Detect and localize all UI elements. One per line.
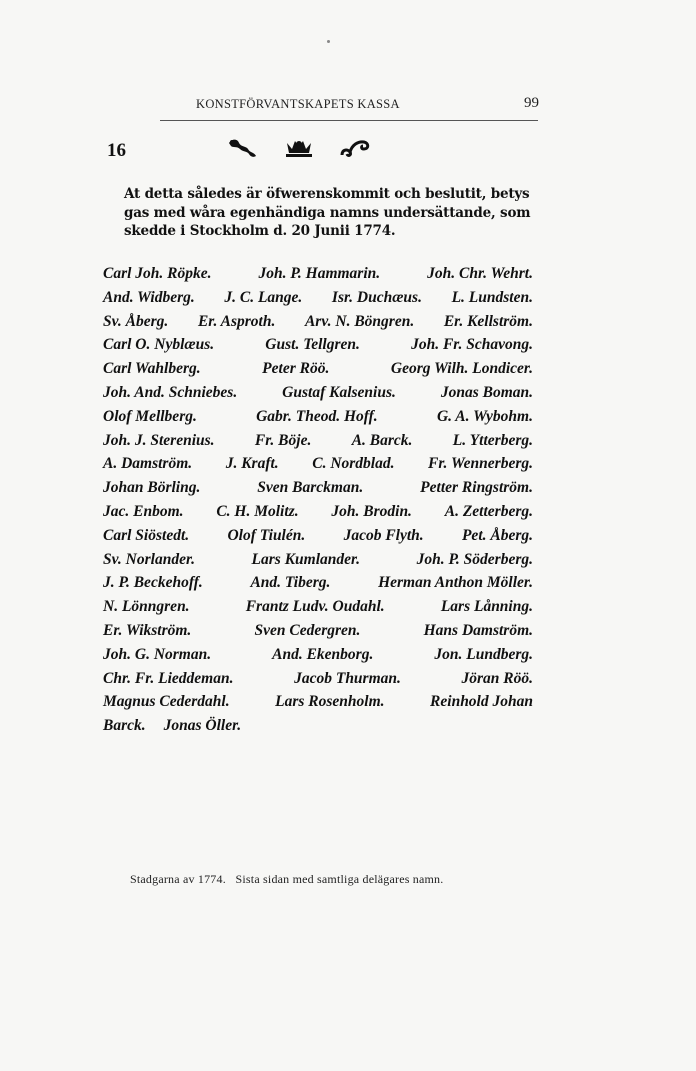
name-line	[103, 714, 533, 738]
signatory-name: Chr. Fr. Lieddeman.	[103, 669, 234, 687]
signatory-name: And. Ekenborg.	[272, 645, 374, 663]
signatory-name: Peter Röö.	[262, 360, 330, 378]
signatory-name: J. P. Beckehoff.	[103, 574, 203, 592]
header-rule	[160, 120, 538, 121]
signatory-name: Carl O. Nyblæus.	[103, 336, 215, 354]
crown-ornament-icon	[282, 137, 316, 159]
name-line	[103, 381, 533, 405]
signatory-name: C. Nordblad.	[312, 455, 395, 473]
signatory-name: Magnus Cederdahl.	[103, 693, 230, 711]
signatory-name: Lars Rosenholm.	[275, 693, 385, 711]
signatory-name: Jöran Röö.	[461, 669, 533, 687]
name-line	[103, 524, 533, 548]
name-line	[103, 690, 533, 714]
signatory-name: Olof Tiulén.	[227, 526, 306, 544]
name-line	[103, 310, 533, 334]
signatory-name: Joh. P. Hammarin.	[258, 265, 381, 282]
name-line	[103, 357, 533, 381]
signatory-name: Er. Wikström.	[103, 621, 192, 639]
page-number: 99	[524, 95, 539, 111]
fraktur-paragraph	[124, 185, 544, 241]
signatory-name: L. Ytterberg.	[452, 431, 533, 449]
signatory-name: Er. Asproth.	[197, 312, 276, 330]
signatory-name: A. Damström.	[103, 455, 193, 473]
scroll-right-ornament-icon	[338, 137, 372, 159]
signatory-name: Joh. G. Norman.	[103, 645, 212, 663]
signatory-name: C. H. Molitz.	[216, 502, 299, 520]
signatory-name: Joh. Fr. Schavong.	[411, 336, 533, 354]
signatory-name: J. C. Lange.	[224, 288, 303, 306]
name-line	[103, 667, 533, 691]
name-line	[103, 619, 533, 643]
signatory-name: Barck.	[103, 717, 146, 735]
name-line	[103, 333, 533, 357]
signatory-name: And. Widberg.	[103, 288, 195, 306]
signatory-name: Jacob Flyth.	[343, 526, 424, 544]
signatory-name: Jac. Enbom.	[103, 502, 184, 520]
signatory-name: Pet. Åberg.	[461, 526, 533, 544]
signatory-name: Joh. J. Sterenius.	[103, 431, 215, 449]
signatory-name: G. A. Wybohm.	[436, 407, 533, 425]
signatory-name: J. Kraft.	[225, 455, 279, 473]
scan-speck	[327, 40, 330, 43]
fraktur-line: skedde i Stockholm d. 20 Junii 1774.	[124, 223, 396, 239]
name-line	[103, 548, 533, 572]
signatory-name: Georg Wilh. Londicer.	[390, 360, 533, 378]
signatory-name: Sven Cedergren.	[254, 621, 361, 639]
signature-mark: 16	[107, 140, 126, 161]
signatory-name: Johan Börling.	[103, 479, 201, 497]
signatory-name: Reinhold Johan	[430, 693, 533, 711]
scroll-left-ornament-icon	[226, 137, 260, 159]
signatory-name: Olof Mellberg.	[103, 407, 197, 425]
caption: Stadgarna av 1774. Sista sidan med samtliga delägares namn.	[130, 872, 444, 886]
signatory-name: Gustaf Kalsenius.	[282, 383, 396, 401]
signatory-name: Joh. P. Söderberg.	[416, 550, 533, 568]
signatory-name: And. Tiberg.	[250, 574, 331, 592]
name-line	[103, 405, 533, 429]
signatory-name: Jonas Boman.	[440, 383, 533, 401]
signatory-name: Frantz Ludv. Oudahl.	[245, 598, 385, 616]
signatory-name: Hans Damström.	[423, 621, 533, 639]
signatory-name: L. Lundsten.	[451, 288, 533, 306]
signatory-name: Jon. Lundberg.	[434, 645, 533, 663]
name-line	[103, 262, 533, 286]
name-line	[103, 500, 533, 524]
signatory-name: Carl Siöstedt.	[103, 526, 190, 544]
signatory-name: Gust. Tellgren.	[265, 336, 360, 354]
signatory-name: Joh. Chr. Wehrt.	[427, 265, 533, 282]
signatory-name: N. Lönngren.	[103, 598, 190, 616]
signatory-name: Sven Barckman.	[257, 479, 364, 497]
signatory-name: Er. Kellström.	[443, 312, 533, 330]
fraktur-line: gas med wåra egenhändiga namns undersättande, som	[124, 204, 531, 221]
signatory-name: Carl Joh. Röpke.	[103, 265, 212, 282]
name-line	[103, 429, 533, 453]
signatory-name: Petter Ringström.	[420, 479, 533, 497]
name-line	[103, 571, 533, 595]
signatory-name: Sv. Norlander.	[103, 550, 196, 568]
signatory-name: Jacob Thurman.	[294, 669, 401, 687]
signatory-name: Herman Anthon Möller.	[378, 574, 533, 592]
signatories-list	[103, 262, 533, 738]
signatory-name: Lars Lånning.	[440, 598, 533, 616]
signatory-name: Gabr. Theod. Hoff.	[256, 407, 378, 425]
signatory-name: Joh. Brodin.	[331, 502, 412, 520]
signatory-name: A. Barck.	[351, 431, 413, 449]
name-line	[103, 286, 533, 310]
signatory-name: Joh. And. Schniebes.	[103, 383, 238, 401]
signatory-name: A. Zetterberg.	[444, 502, 533, 520]
signatory-name: Jonas Öller.	[163, 717, 242, 735]
running-title: KONSTFÖRVANTSKAPETS KASSA	[196, 97, 400, 111]
signatory-name: Isr. Duchæus.	[331, 288, 422, 306]
ornament-row	[226, 137, 372, 159]
signatory-name: Lars Kumlander.	[251, 550, 361, 568]
fraktur-line: At detta således är öfwerenskommit och beslutit, betys	[124, 186, 530, 202]
name-line	[103, 643, 533, 667]
signatory-name: Arv. N. Böngren.	[304, 312, 415, 330]
signatory-name: Fr. Böje.	[254, 431, 312, 449]
name-line	[103, 595, 533, 619]
signatory-name: Fr. Wennerberg.	[428, 455, 533, 473]
signatory-name: Carl Wahlberg.	[103, 360, 201, 378]
name-line	[103, 452, 533, 476]
signatory-name: Sv. Åberg.	[103, 312, 169, 330]
name-line	[103, 476, 533, 500]
